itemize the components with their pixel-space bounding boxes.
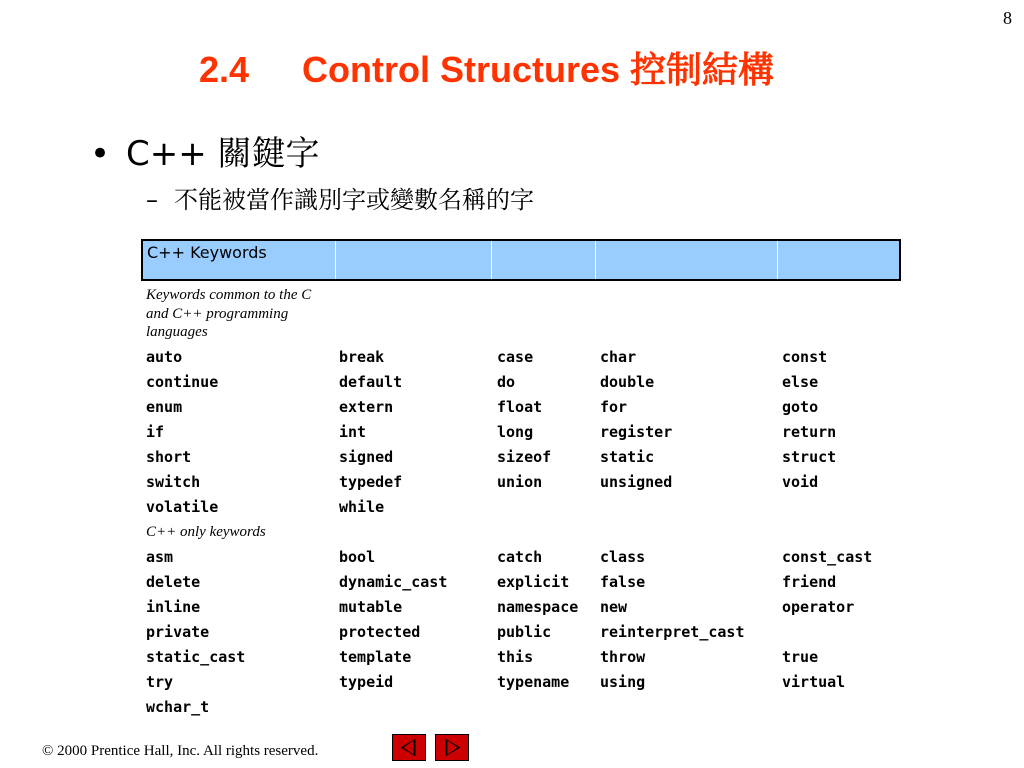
keyword-row — [146, 469, 906, 494]
common-keywords-rows — [146, 344, 906, 519]
keyword-cell: wchar_t — [146, 697, 210, 716]
keyword-row — [146, 569, 906, 594]
keyword-cell: volatile — [146, 497, 219, 516]
previous-slide-button[interactable] — [392, 734, 426, 761]
slide-title — [199, 42, 774, 93]
header-cell — [596, 241, 778, 279]
keyword-cell: struct — [782, 447, 837, 466]
keyword-cell: short — [146, 447, 192, 466]
title-text: Control Structures 控制結構 — [302, 49, 775, 90]
keyword-cell: int — [339, 422, 367, 441]
keyword-cell: break — [339, 347, 385, 366]
keyword-cell: static_cast — [146, 647, 246, 666]
keyword-row — [146, 394, 906, 419]
keyword-row — [146, 494, 906, 519]
keyword-cell: dynamic_cast — [339, 572, 448, 591]
keyword-cell: return — [782, 422, 837, 441]
keyword-cell: if — [146, 422, 165, 441]
keyword-cell: while — [339, 497, 385, 516]
keyword-cell: float — [497, 397, 543, 416]
keyword-cell: typedef — [339, 472, 403, 491]
keywords-table-title: C++ Keywords — [147, 243, 267, 262]
keyword-cell: for — [600, 397, 628, 416]
keywords-table — [146, 286, 906, 719]
keyword-cell: using — [600, 672, 646, 691]
keyword-cell: union — [497, 472, 543, 491]
keyword-row — [146, 644, 906, 669]
keyword-cell: register — [600, 422, 673, 441]
keyword-cell: long — [497, 422, 534, 441]
keyword-cell: signed — [339, 447, 394, 466]
keyword-cell: delete — [146, 572, 201, 591]
keyword-cell: private — [146, 622, 210, 641]
header-cell — [143, 241, 336, 279]
sub-bullet-marker: – — [146, 186, 158, 214]
keyword-cell: case — [497, 347, 534, 366]
keyword-cell: false — [600, 572, 646, 591]
keyword-cell: bool — [339, 547, 376, 566]
keyword-cell: explicit — [497, 572, 570, 591]
keyword-cell: this — [497, 647, 534, 666]
section-note-common: Keywords common to the C and C++ programming languages — [146, 287, 312, 340]
keyword-row — [146, 369, 906, 394]
keyword-cell: unsigned — [600, 472, 673, 491]
bullet-marker: • — [90, 134, 111, 174]
keyword-cell: void — [782, 472, 819, 491]
keyword-cell: public — [497, 622, 552, 641]
page-number: 8 — [1003, 8, 1012, 28]
keyword-cell: namespace — [497, 597, 579, 616]
cpp-only-keywords-rows — [146, 544, 906, 719]
keyword-cell: new — [600, 597, 628, 616]
keyword-cell: static — [600, 447, 655, 466]
keyword-row — [146, 619, 906, 644]
keyword-row — [146, 694, 906, 719]
keyword-cell: const — [782, 347, 828, 366]
keyword-row — [146, 444, 906, 469]
bullet-main — [90, 126, 320, 175]
keyword-cell: try — [146, 672, 174, 691]
keyword-row — [146, 594, 906, 619]
keyword-cell: do — [497, 372, 516, 391]
keyword-cell: switch — [146, 472, 201, 491]
keyword-cell: inline — [146, 597, 201, 616]
keyword-cell: double — [600, 372, 655, 391]
keyword-cell: default — [339, 372, 403, 391]
keyword-cell: continue — [146, 372, 219, 391]
header-cell — [336, 241, 492, 279]
keyword-cell: true — [782, 647, 819, 666]
keyword-cell: catch — [497, 547, 543, 566]
header-cell — [492, 241, 596, 279]
keyword-cell: reinterpret_cast — [600, 622, 745, 641]
keyword-cell: mutable — [339, 597, 403, 616]
next-slide-button[interactable] — [435, 734, 469, 761]
keyword-cell: friend — [782, 572, 837, 591]
keyword-cell: auto — [146, 347, 183, 366]
triangle-right-icon — [436, 735, 468, 760]
sub-bullet-text: 不能被當作識別字或變數名稱的字 — [174, 186, 534, 214]
keyword-cell: enum — [146, 397, 183, 416]
keyword-cell: typename — [497, 672, 570, 691]
keyword-cell: class — [600, 547, 646, 566]
keyword-cell: throw — [600, 647, 646, 666]
keyword-cell: operator — [782, 597, 855, 616]
triangle-left-icon — [393, 735, 425, 760]
keyword-cell: typeid — [339, 672, 394, 691]
keyword-cell: sizeof — [497, 447, 552, 466]
keyword-cell: template — [339, 647, 412, 666]
keyword-cell: char — [600, 347, 637, 366]
keyword-row — [146, 344, 906, 369]
keyword-cell: protected — [339, 622, 421, 641]
header-cell — [778, 241, 899, 279]
keyword-cell: extern — [339, 397, 394, 416]
copyright-footer: © 2000 Prentice Hall, Inc. All rights reserved. — [42, 743, 319, 759]
keyword-cell: goto — [782, 397, 819, 416]
keyword-cell: virtual — [782, 672, 846, 691]
keyword-cell: const_cast — [782, 547, 873, 566]
section-number: 2.4 — [199, 49, 250, 90]
section-note-cpp-only: C++ only keywords — [146, 524, 266, 540]
keyword-cell: asm — [146, 547, 174, 566]
keyword-row — [146, 419, 906, 444]
bullet-text: C++ 關鍵字 — [126, 134, 320, 174]
keywords-table-header — [141, 239, 901, 281]
keyword-row — [146, 544, 906, 569]
keyword-row — [146, 669, 906, 694]
keyword-cell: else — [782, 372, 819, 391]
bullet-sub — [146, 180, 534, 215]
